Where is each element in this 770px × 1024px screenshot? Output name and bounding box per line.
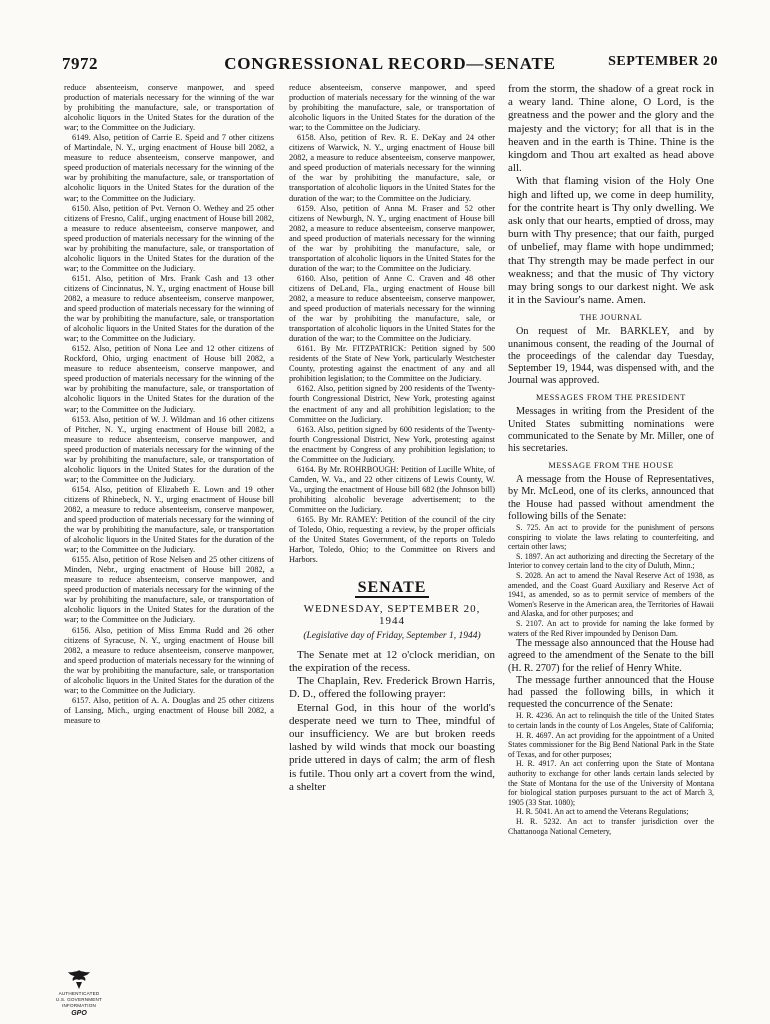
house-message-heading: MESSAGE FROM THE HOUSE <box>548 461 674 471</box>
page-date: SEPTEMBER 20 <box>608 54 718 69</box>
senate-heading: SENATE <box>289 579 495 597</box>
prayer-paragraph: With that flaming vision of the Holy One high and lifted up, we come in deep humility, for the contrite heart is Thy only dwelling. We ask only that our hearts, emptied of dross, may burn with Thy presence; that our faith, purged of unbelief, may flame with hope undimmed; that Thy strength may be made perfect in our weakness; and that the music of Thy victory may bring songs to our darkest night. We ask it in the Saviour's name. Amen. <box>508 175 714 307</box>
chaplain-paragraph: The Chaplain, Rev. Frederick Brown Harris, D. D., offered the following prayer: <box>289 675 495 701</box>
legislative-day: (Legislative day of Friday, September 1, 1944) <box>303 631 481 642</box>
seal-text: INFORMATION <box>61 1003 96 1008</box>
bill-item: S. 2028. An act to amend the Naval Reserve Act of 1938, as amended, and the Coast Guard Auxiliary and Reserve Act of 1941, as amended, so as to permit service of members of the Women's Reserve in the American area, the Territories of Hawaii and Alaska, and for other purposes; and <box>508 571 714 619</box>
bill-item: H. R. 5232. An act to transfer jurisdiction over the Chattanooga National Cemetery, <box>508 816 714 836</box>
gpo-logo: GPO <box>71 1010 87 1017</box>
petition-paragraph: 6153. Also, petition of W. J. Wildman and 16 other citizens of Pitcher, N. Y., urging enactment of House bill 2082, a measure to reduce absenteeism, conserve manpower, and speed production of materials necessary for the winning of the war by prohibiting the manufacture, sale, or transportation of alcoholic liquors in the United States for the duration of the war; to the Committee on the Judiciary. <box>64 414 274 484</box>
petition-paragraph: 6161. By Mr. FITZPATRICK: Petition signed by 500 residents of the State of New York, particularly Westchester County, protesting against the enactment of any and all prohibition legislation; to the Committee on the Judiciary. <box>289 344 495 384</box>
petition-paragraph: 6156. Also, petition of Miss Emma Rudd and 26 other citizens of Syracuse, N. Y., urging enactment of House bill 2082, a measure to reduce absenteeism, conserve manpower, and speed production of materials necessary for the winning of the war by prohibiting the manufacture, sale, or transportation of alcoholic liquors in the United States for the duration of the war; to the Committee on the Judiciary. <box>64 625 274 695</box>
page-header <box>62 54 718 76</box>
petition-paragraph: 6160. Also, petition of Anne C. Craven and 48 other citizens of DeLand, Fla., urging enactment of House bill 2082, a measure to reduce absenteeism, conserve manpower, and speed production of materials necessary for the winning of the war by prohibiting the manufacture, sale, or transportation of alcoholic liquors in the United States for the duration of the war; to the Committee on the Judiciary. <box>289 273 495 344</box>
house-message-paragraph: A message from the House of Representatives, by Mr. McLeod, one of its clerks, announced that the House had passed without amendment the following bills of the Senate: <box>508 474 714 522</box>
petition-paragraph: 6151. Also, petition of Mrs. Frank Cash and 13 other citizens of Cincinnatus, N. Y., urging enactment of House bill 2082, a measure to reduce absenteeism, conserve manpower, and speed production of materials necessary for the winning of the war by prohibiting the manufacture, sale, or transportation of alcoholic liquors in the United States for the duration of the war; to the Committee on the Judiciary. <box>64 273 274 344</box>
seal-text: AUTHENTICATED <box>58 991 100 996</box>
petition-paragraph: reduce absenteeism, conserve manpower, and speed production of materials necessary for the winning of the war by prohibiting the manufacture, sale, or transportation of alcoholic liquors in the United States for the duration of the war; to the Committee on the Judiciary. <box>64 83 274 133</box>
session-date: WEDNESDAY, SEPTEMBER 20, 1944 <box>303 603 481 628</box>
eagle-icon <box>66 968 92 990</box>
petition-paragraph: 6158. Also, petition of Rev. R. E. DeKay and 24 other citizens of Warwick, N. Y., urging enactment of House bill 2082, a measure to reduce absenteeism, conserve manpower, and speed production of materials necessary for the winning of the war by prohibiting the manufacture, sale, or transportation of alcoholic liquors in the United States for the duration of the war; to the Committee on the Judiciary. <box>289 133 495 203</box>
page-number: 7972 <box>62 54 98 73</box>
petition-paragraph: 6165. By Mr. RAMEY: Petition of the council of the city of Toledo, Ohio, requesting a review, by the proper officials of the United States Government, of the reports on Toledo Harbor, Toledo, Ohio; to the Committee on Rivers and Harbors. <box>289 515 495 565</box>
petition-paragraph: 6154. Also, petition of Elizabeth E. Lown and 19 other citizens of Rhinebeck, N. Y., urging enactment of House bill 2082, a measure to reduce absenteeism, conserve manpower, and speed production of materials necessary for the winning of the war by prohibiting the manufacture, sale, or transportation of alcoholic liquors in the United States for the duration of the war; to the Committee on the Judiciary. <box>64 484 274 555</box>
convened-paragraph: The Senate met at 12 o'clock meridian, on the expiration of the recess. <box>289 648 495 674</box>
petition-paragraph: 6162. Also, petition signed by 200 residents of the Twenty-fourth Congressional District, New York, protesting against the enactment of any and all prohibition legislation; to the Committee on the Judiciary. <box>289 384 495 424</box>
journal-heading: THE JOURNAL <box>579 313 643 323</box>
further-message-paragraph: The message further announced that the House had passed the following bills, in which it requested the concurrence of the Senate: <box>508 674 714 711</box>
bill-item: H. R. 4917. An act conferring upon the State of Montana authority to exchange for other lands certain lands selected by the State of Montana for the use of the University of Montana for biological station purposes pursuant to the act of March 3, 1905 (33 Stat. 1080); <box>508 759 714 807</box>
petition-paragraph: 6164. By Mr. ROHRBOUGH: Petition of Lucille White, of Camden, W. Va., and 22 other citizens of Lewis County, W. Va., urging the enactment of House bill 682 (the Johnson bill) prohibiting alcoholic beverage advertisement; to the Committee on the Judiciary. <box>289 464 495 514</box>
journal-paragraph: On request of Mr. BARKLEY, and by unanimous consent, the reading of the Journal of the proceedings of the calendar day Tuesday, September 19, 1944, was dispensed with, and the Journal was approved. <box>508 326 714 387</box>
president-messages-heading: MESSAGES FROM THE PRESIDENT <box>536 393 686 403</box>
bill-item: S. 2107. An act to provide for naming the lake formed by waters of the Red River impounded by Denison Dam. <box>508 619 714 638</box>
prayer-paragraph: from the storm, the shadow of a great rock in a weary land. Thine alone, O Lord, is the greatness and the power and the glory and the majesty and the victory; for all that is in the heaven and in the earth is Thine. Thine is the kingdom and Thou art exalted as head above all. <box>508 83 714 175</box>
amendment-paragraph: The message also announced that the House had agreed to the amendment of the Senate to the bill (H. R. 2707) for the relief of Henry White. <box>508 638 714 674</box>
petition-paragraph: 6152. Also, petition of Nona Lee and 12 other citizens of Rockford, Ohio, urging enactment of House bill 2082, a measure to reduce absenteeism, conserve manpower, and speed production of materials necessary for the winning of the war by prohibiting the manufacture, sale, or transportation of alcoholic liquors in the United States for the duration of the war; to the Committee on the Judiciary. <box>64 344 274 414</box>
gpo-authentication-seal <box>44 968 114 1018</box>
petition-paragraph: 6150. Also, petition of Pvt. Vernon O. Wethey and 25 other citizens of Fresno, Calif., urging enactment of House bill 2082, a measure to reduce absenteeism, conserve manpower, and speed production of materials necessary for the winning of the war by prohibiting the manufacture, sale, or transportation of alcoholic liquors in the United States for the duration of the war; to the Committee on the Judiciary. <box>64 203 274 273</box>
bill-item: H. R. 5041. An act to amend the Veterans Regulations; <box>516 807 689 817</box>
column-1 <box>64 83 274 983</box>
petition-paragraph: 6163. Also, petition signed by 600 residents of the Twenty-fourth Congressional District, New York, protesting against the enactment by Congress of any prohibition legislation; to the Committee on the Judiciary. <box>289 424 495 464</box>
prayer-paragraph: Eternal God, in this hour of the world's desperate need we turn to Thee, mindful of our insufficiency. We are but broken reeds lashed by wild winds that mock our boasting pride uttered in days of calm; the arm of flesh is futile. Thou only art a covert from the wind, a shelter <box>289 701 495 793</box>
bill-item: H. R. 4236. An act to relinquish the title of the United States to certain lands in the county of Los Angeles, State of California; <box>508 711 714 731</box>
petition-paragraph: 6157. Also, petition of A. A. Douglas and 25 other citizens of Lansing, Mich., urging enactment of House bill 2082, a measure to <box>64 695 274 725</box>
seal-text: U.S. GOVERNMENT <box>55 997 103 1002</box>
bill-item: S. 725. An act to provide for the punishment of persons conspiring to violate the laws relating to counterfeiting, and certain other laws; <box>508 523 714 552</box>
president-messages-paragraph: Messages in writing from the President of the United States submitting nominations were communicated to the Senate by Mr. Miller, one of his secretaries. <box>508 406 714 455</box>
column-3 <box>508 83 714 983</box>
petition-paragraph: reduce absenteeism, conserve manpower, and speed production of materials necessary for the winning of the war by prohibiting the manufacture, sale, or transportation of alcoholic liquors in the United States for the duration of the war; to the Committee on the Judiciary. <box>289 83 495 133</box>
bill-item: H. R. 4697. An act providing for the appointment of a United States commissioner for the Big Bend National Park in the State of Texas, and for other purposes; <box>508 730 714 759</box>
bill-item: S. 1897. An act authorizing and directing the Secretary of the Interior to convey certain land to the city of Duluth, Minn.; <box>508 551 714 571</box>
petition-paragraph: 6149. Also, petition of Carrie E. Speid and 7 other citizens of Martindale, N. Y., urging enactment of House bill 2082, a measure to reduce absenteeism, conserve manpower, and speed production of materials necessary for the winning of the war by prohibiting the manufacture, sale, or transportation of alcoholic liquors in the United States for the duration of the war; to the Committee on the Judiciary. <box>64 133 274 203</box>
petition-paragraph: 6155. Also, petition of Rose Nelsen and 25 other citizens of Minden, Nebr., urging enactment of House bill 2082, a measure to reduce absenteeism, conserve manpower, and speed production of materials necessary for the winning of the war by prohibiting the manufacture, sale, or transportation of alcoholic liquors in the United States for the duration of the war; to the Committee on the Judiciary. <box>64 555 274 625</box>
page-title: CONGRESSIONAL RECORD—SENATE <box>224 54 556 73</box>
petition-paragraph: 6159. Also, petition of Anna M. Fraser and 52 other citizens of Newburgh, N. Y., urging enactment of House bill 2082, a measure to reduce absenteeism, conserve manpower, and speed production of materials necessary for the winning of the war by prohibiting the manufacture, sale, or transportation of alcoholic liquors in the United States for the duration of the war; to the Committee on the Judiciary. <box>289 203 495 273</box>
column-2 <box>289 83 495 983</box>
